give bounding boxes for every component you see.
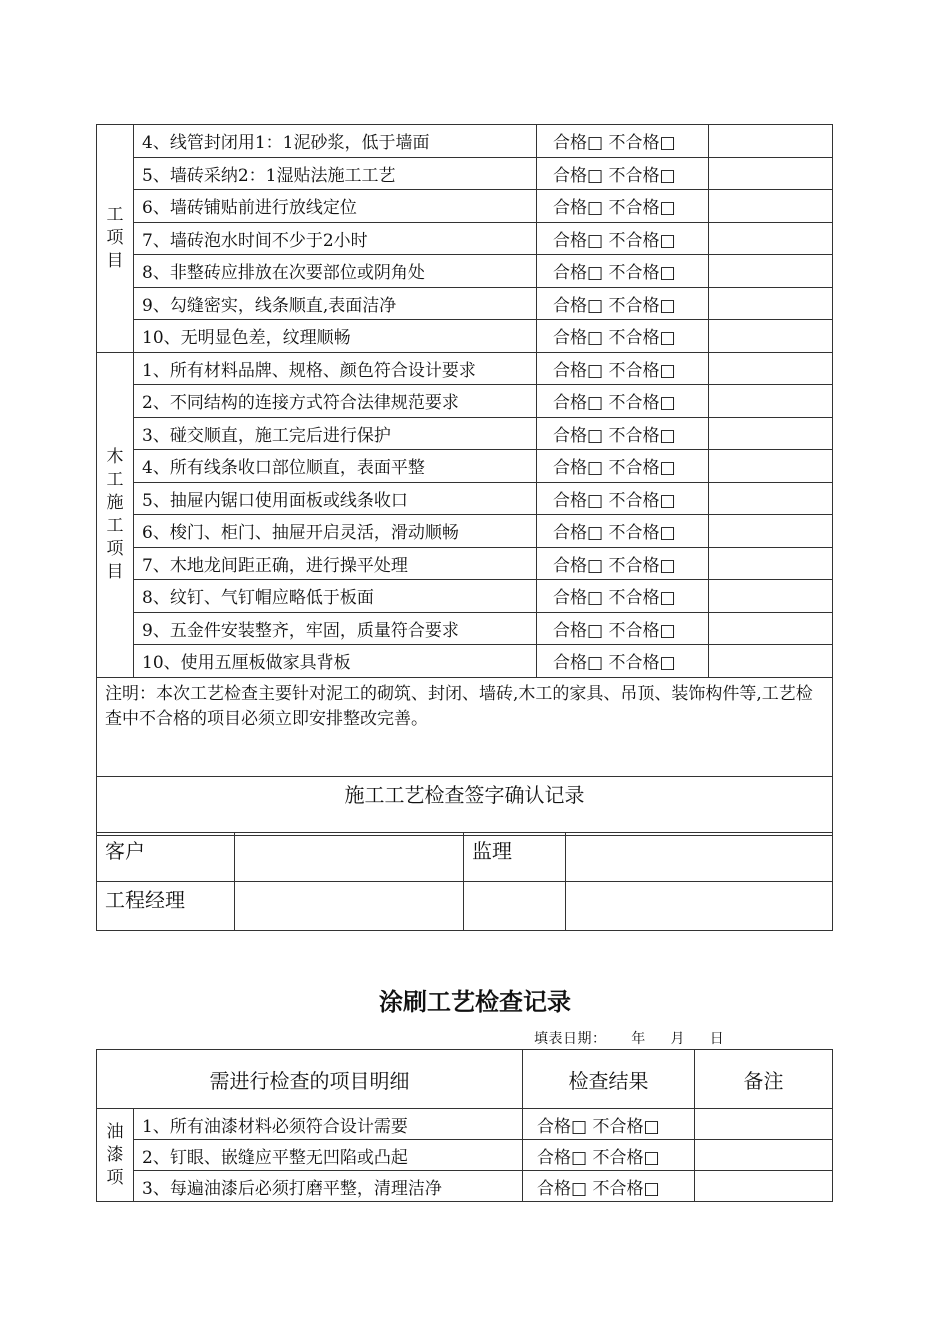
category-char: 工 [106,515,124,536]
check-result[interactable]: 合格□ 不合格□ [537,417,709,450]
table-row [97,320,833,353]
remark-cell[interactable] [709,287,833,320]
inspection-table [96,124,833,836]
check-result[interactable]: 合格□ 不合格□ [537,385,709,418]
sign-title: 施工工艺检查签字确认记录 [97,776,833,835]
table-row [97,515,833,548]
table-row [97,482,833,515]
check-item: 9、五金件安装整齐，牢固，质量符合要求 [134,612,537,645]
remark-cell[interactable] [709,157,833,190]
remark-cell[interactable] [709,580,833,613]
category-char: 木 [106,446,124,467]
check-item: 9、勾缝密实，线条顺直,表面洁净 [134,287,537,320]
check-item: 4、线管封闭用1：1泥砂浆，低于墙面 [134,125,537,158]
check-result[interactable]: 合格□ 不合格□ [537,190,709,223]
remark-cell[interactable] [709,417,833,450]
check-result[interactable]: 合格□ 不合格□ [537,645,709,678]
remark-cell[interactable] [709,190,833,223]
customer-label: 客户 [97,833,235,882]
check-result[interactable]: 合格□ 不合格□ [537,612,709,645]
remark-cell[interactable] [709,612,833,645]
supervisor-label: 监理 [464,833,566,882]
table-row [97,1140,833,1171]
customer-signature-field[interactable] [235,833,464,882]
check-item: 3、碰交顺直，施工完后进行保护 [134,417,537,450]
check-result[interactable]: 合格□ 不合格□ [537,515,709,548]
table-row [97,1171,833,1202]
check-result[interactable]: 合格□ 不合格□ [537,352,709,385]
category-char: 目 [106,250,124,271]
check-result[interactable]: 合格□ 不合格□ [523,1171,695,1202]
check-item: 5、墙砖采纳2：1湿贴法施工工艺 [134,157,537,190]
table-row [97,255,833,288]
check-item: 7、木地龙间距正确，进行操平处理 [134,547,537,580]
header-items: 需进行检查的项目明细 [97,1050,523,1109]
remark-cell[interactable] [709,645,833,678]
table-row [97,547,833,580]
check-result[interactable]: 合格□ 不合格□ [523,1109,695,1140]
category-label [97,125,134,353]
check-result[interactable]: 合格□ 不合格□ [537,222,709,255]
remark-cell[interactable] [709,320,833,353]
category-char: 工 [106,204,124,225]
check-result[interactable]: 合格□ 不合格□ [537,125,709,158]
remark-cell[interactable] [709,385,833,418]
table-row [97,287,833,320]
section-title: 涂刷工艺检查记录 [379,988,571,1016]
check-result[interactable]: 合格□ 不合格□ [537,547,709,580]
table-row [97,125,833,158]
note-row [97,677,833,776]
table-row [97,580,833,613]
manager-signature-field[interactable] [235,882,464,931]
category-char: 工 [106,469,124,490]
header-remark: 备注 [695,1050,833,1109]
signature-table [96,832,833,931]
sign-title-row [97,776,833,835]
check-item: 2、钉眼、嵌缝应平整无凹陷或凸起 [134,1140,523,1171]
check-item: 7、墙砖泡水时间不少于2小时 [134,222,537,255]
empty-cell [464,882,566,931]
table-row [97,385,833,418]
header-result: 检查结果 [523,1050,695,1109]
table-row [97,352,833,385]
fill-date-label: 填表日期： 年 月 日 [534,1031,725,1047]
check-item: 10、无明显色差，纹理顺畅 [134,320,537,353]
supervisor-signature-field[interactable] [566,833,833,882]
table-row [97,645,833,678]
remark-cell[interactable] [709,125,833,158]
category-char: 施 [106,492,124,513]
check-result[interactable]: 合格□ 不合格□ [537,580,709,613]
remark-cell[interactable] [709,547,833,580]
check-item: 8、纹钉、气钉帽应略低于板面 [134,580,537,613]
remark-cell[interactable] [695,1171,833,1202]
table-row [97,450,833,483]
check-item: 5、抽屉内锯口使用面板或线条收口 [134,482,537,515]
table-row [97,417,833,450]
remark-cell[interactable] [709,450,833,483]
remark-cell[interactable] [709,482,833,515]
table-row [97,612,833,645]
remark-cell[interactable] [695,1109,833,1140]
check-result[interactable]: 合格□ 不合格□ [537,320,709,353]
category-char: 项 [106,538,124,559]
table-row [97,190,833,223]
category-char: 漆 [106,1144,124,1165]
remark-cell[interactable] [709,515,833,548]
check-item: 1、所有材料品牌、规格、颜色符合设计要求 [134,352,537,385]
table-row [97,1109,833,1140]
check-result[interactable]: 合格□ 不合格□ [537,450,709,483]
check-result[interactable]: 合格□ 不合格□ [523,1140,695,1171]
check-item: 3、每遍油漆后必须打磨平整，清理洁净 [134,1171,523,1202]
category-label [97,352,134,677]
check-item: 10、使用五厘板做家具背板 [134,645,537,678]
category-char: 目 [106,561,124,582]
category-label [97,1109,134,1202]
remark-cell[interactable] [695,1140,833,1171]
check-item: 4、所有线条收口部位顺直，表面平整 [134,450,537,483]
note-text: 注明：本次工艺检查主要针对泥工的砌筑、封闭、墙砖,木工的家具、吊顶、装饰构件等,工艺检查中不合格的项目必须立即安排整改完善。 [97,677,833,776]
painting-inspection-table [96,1049,833,1202]
category-char: 项 [106,227,124,248]
check-item: 6、梭门、柜门、抽屉开启灵活，滑动顺畅 [134,515,537,548]
table-row [97,157,833,190]
check-item: 6、墙砖铺贴前进行放线定位 [134,190,537,223]
category-char: 油 [106,1121,124,1142]
table-row [97,222,833,255]
remark-cell[interactable] [709,222,833,255]
check-item: 1、所有油漆材料必须符合设计需要 [134,1109,523,1140]
remark-cell[interactable] [709,255,833,288]
check-result[interactable]: 合格□ 不合格□ [537,157,709,190]
category-char: 项 [106,1167,124,1188]
check-item: 8、非整砖应排放在次要部位或阴角处 [134,255,537,288]
check-item: 2、不同结构的连接方式符合法律规范要求 [134,385,537,418]
empty-cell [566,882,833,931]
check-result[interactable]: 合格□ 不合格□ [537,482,709,515]
check-result[interactable]: 合格□ 不合格□ [537,255,709,288]
check-result[interactable]: 合格□ 不合格□ [537,287,709,320]
remark-cell[interactable] [709,352,833,385]
manager-label: 工程经理 [97,882,235,931]
